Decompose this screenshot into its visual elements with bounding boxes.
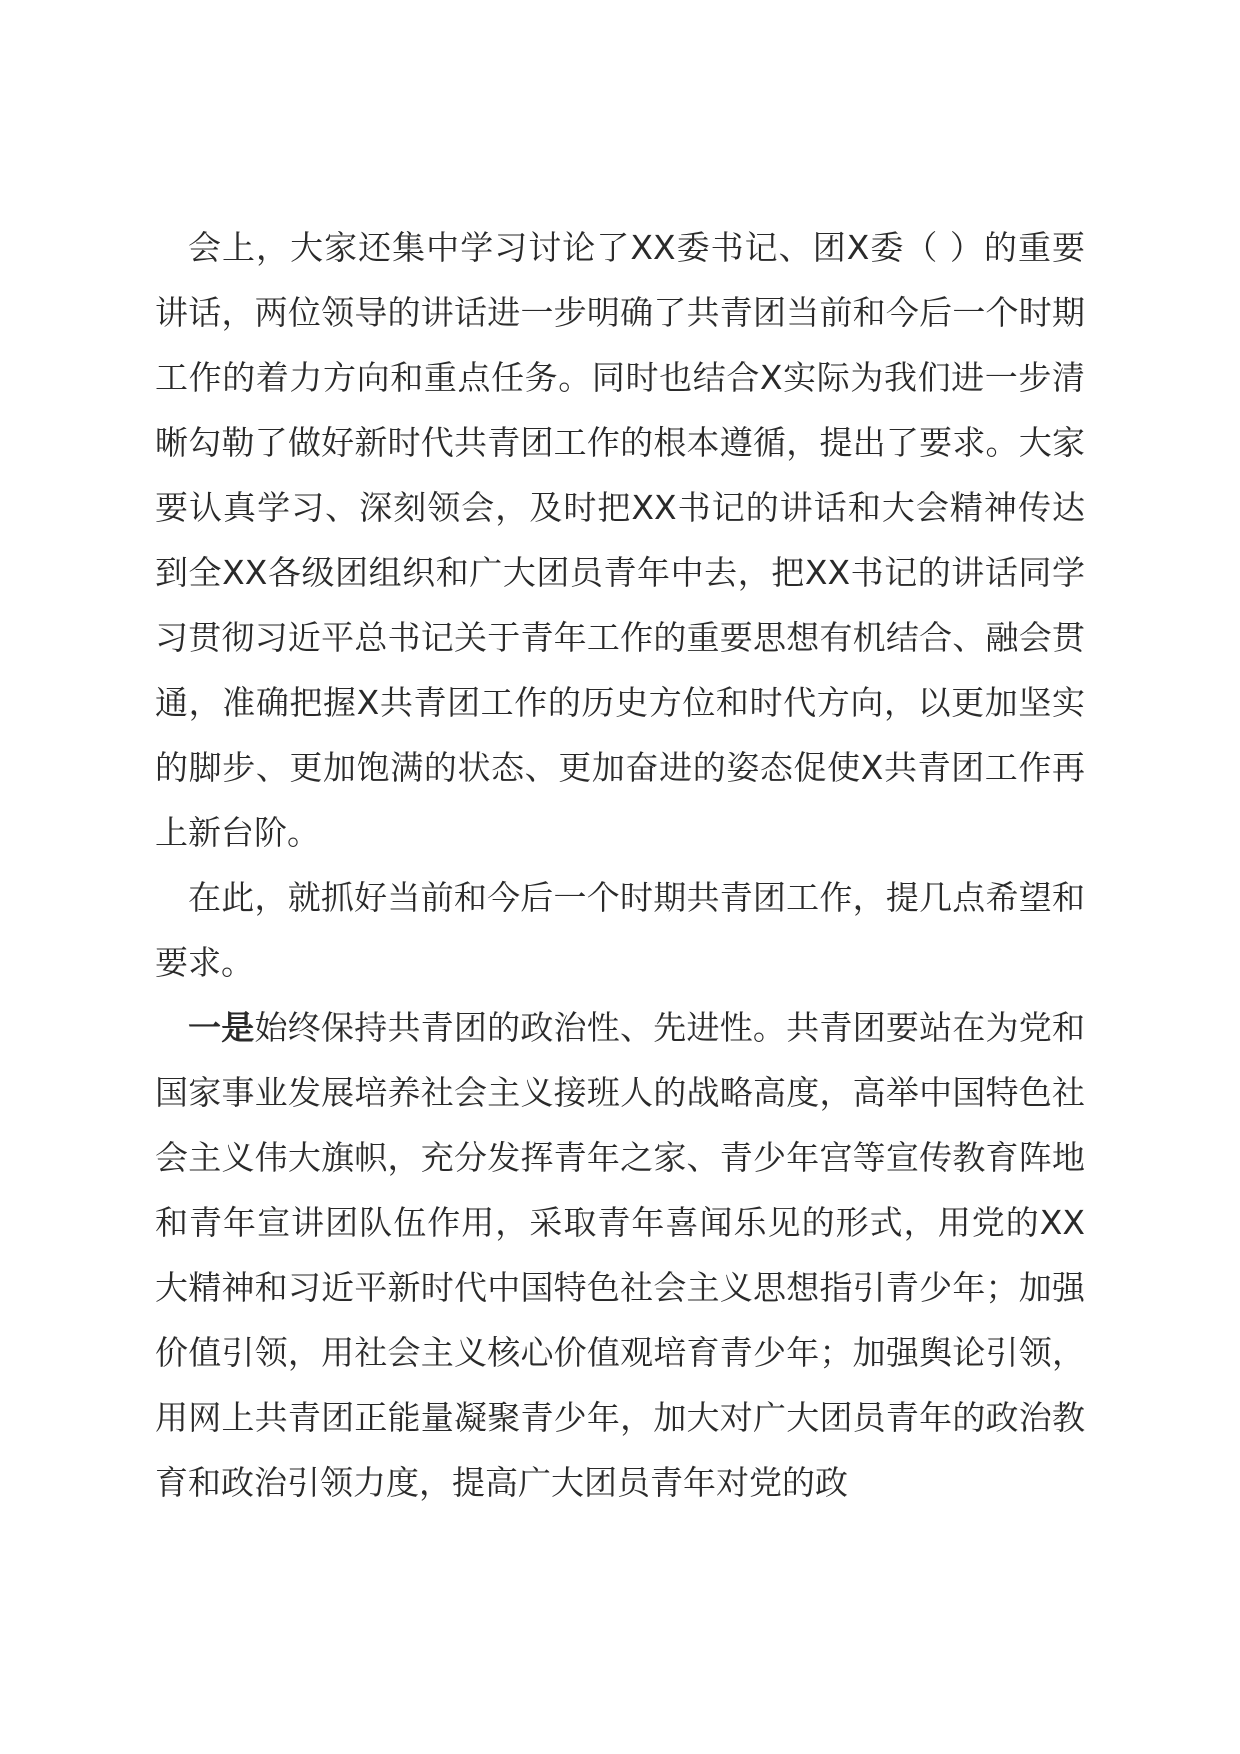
- paragraph-2: [155, 865, 1085, 995]
- paragraph-3: [155, 995, 1085, 1515]
- paragraph-1-text: 会上，大家还集中学习讨论了XX委书记、团X委（ ）的重要讲话，两位领导的讲话进一步明确了共青团当前和今后一个时期工作的着力方向和重点任务。同时也结合X实际为我们进一步清晰勾勒了做好新时代共青团工作的根本遵循，提出了要求。大家要认真学习、深刻领会，及时把XX书记的讲话和大会精神传达到全XX各级团组织和广大团员青年中去，把XX书记的讲话同学习贯彻习近平总书记关于青年工作的重要思想有机结合、融会贯通，准确把握X共青团工作的历史方位和时代方向，以更加坚实的脚步、更加饱满的状态、更加奋进的姿态促使X共青团工作再上新台阶。: [155, 228, 1085, 852]
- paragraph-2-text: 在此，就抓好当前和今后一个时期共青团工作，提几点希望和要求。: [155, 878, 1085, 982]
- paragraph-1: [155, 215, 1085, 865]
- paragraph-3-lead: 一是: [188, 1008, 255, 1047]
- document-body: [155, 215, 1085, 1515]
- paragraph-3-text: 始终保持共青团的政治性、先进性。共青团要站在为党和国家事业发展培养社会主义接班人的战略高度，高举中国特色社会主义伟大旗帜，充分发挥青年之家、青少年宫等宣传教育阵地和青年宣讲团队伍作用，采取青年喜闻乐见的形式，用党的XX大精神和习近平新时代中国特色社会主义思想指引青少年；加强价值引领，用社会主义核心价值观培育青少年；加强舆论引领，用网上共青团正能量凝聚青少年，加大对广大团员青年的政治教育和政治引领力度，提高广大团员青年对党的政: [155, 1008, 1086, 1502]
